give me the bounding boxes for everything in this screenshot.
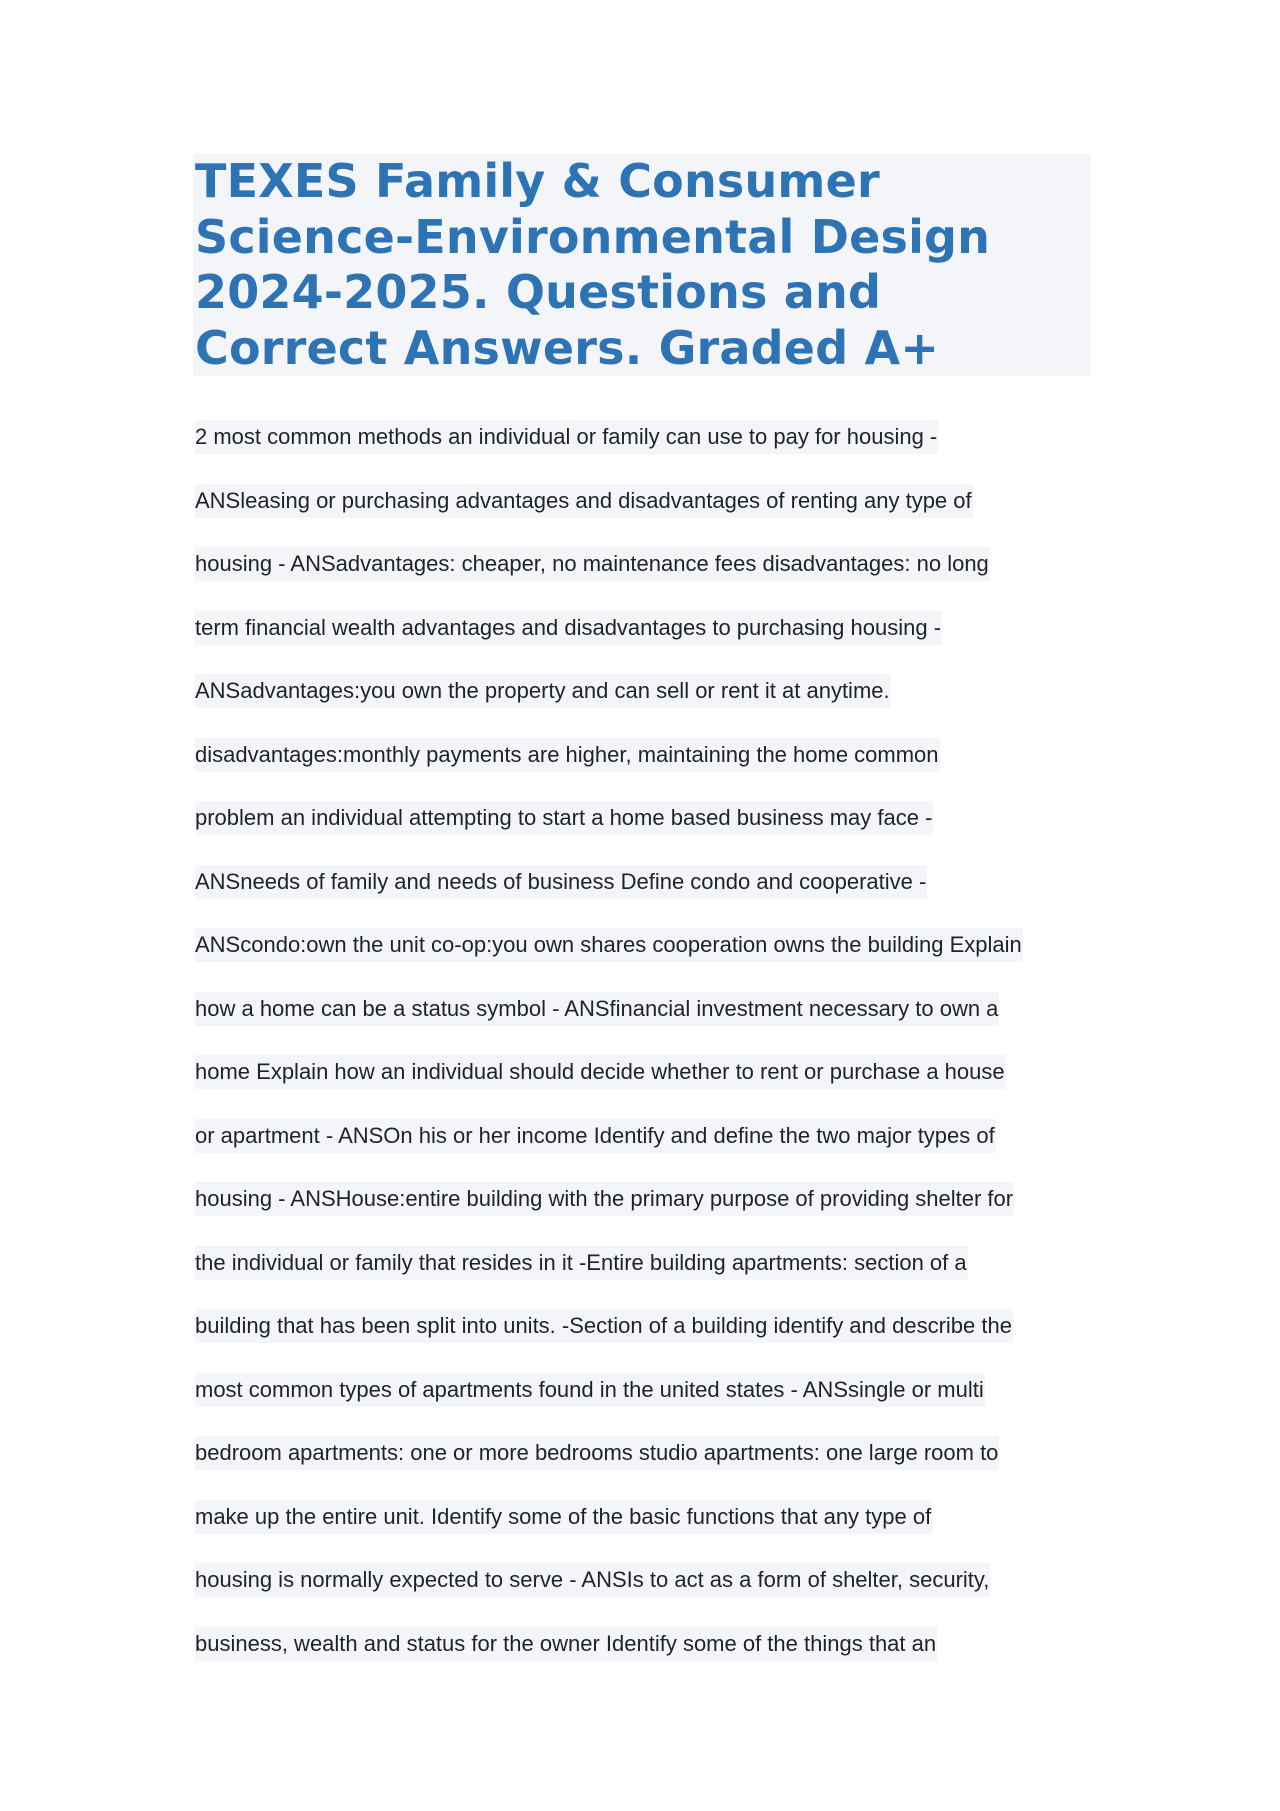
body-line-text: housing - ANSadvantages: cheaper, no maintenance fees disadvantages: no long [195,547,990,581]
body-line [195,484,1095,548]
body-line-text: problem an individual attempting to start a home based business may face - [195,801,933,835]
body-line-text: building that has been split into units. -Section of a building identify and describe the [195,1309,1013,1343]
body-line [195,547,1095,611]
body-line-text: 2 most common methods an individual or family can use to pay for housing - [195,420,938,454]
body-line-text: housing - ANSHouse:entire building with the primary purpose of providing shelter for [195,1182,1014,1216]
body-line-text: the individual or family that resides in it -Entire building apartments: section of a [195,1246,968,1280]
body-line [195,1055,1095,1119]
body-line [195,1182,1095,1246]
body-line-text: ANScondo:own the unit co-op:you own shares cooperation owns the building Explain [195,928,1023,962]
body-line [195,1309,1095,1373]
title-line: TEXES Family & Consumer [195,154,880,208]
body-line-text: ANSneeds of family and needs of business Define condo and cooperative - [195,865,927,899]
body-line-text: business, wealth and status for the owner Identify some of the things that an [195,1627,937,1661]
body-line [195,992,1095,1056]
body-line [195,674,1095,738]
body-line [195,1627,1095,1691]
body-line [195,1563,1095,1627]
body-line [195,1119,1095,1183]
body-line [195,1373,1095,1437]
body-line [195,611,1095,675]
body-line-text: make up the entire unit. Identify some of the basic functions that any type of [195,1500,932,1534]
body-line-text: or apartment - ANSOn his or her income Identify and define the two major types of [195,1119,996,1153]
body-line [195,865,1095,929]
body-line [195,738,1095,802]
body-line [195,928,1095,992]
body-line [195,1246,1095,1310]
title-line: Correct Answers. Graded A+ [195,320,940,375]
body-line-text: term financial wealth advantages and disadvantages to purchasing housing - [195,611,942,645]
body-line-text: ANSleasing or purchasing advantages and disadvantages of renting any type of [195,484,973,518]
body-line [195,801,1095,865]
body-line [195,1436,1095,1500]
body-line-text: disadvantages:monthly payments are higher, maintaining the home common [195,738,940,772]
document-body [195,420,1095,1690]
body-line [195,1500,1095,1564]
body-line-text: ANSadvantages:you own the property and can sell or rent it at anytime. [195,674,891,708]
body-line-text: bedroom apartments: one or more bedrooms studio apartments: one large room to [195,1436,999,1470]
title-line: Science-Environmental Design [195,209,991,264]
body-line [195,420,1095,484]
body-line-text: housing is normally expected to serve - ANSIs to act as a form of shelter, security, [195,1563,990,1597]
body-line-text: most common types of apartments found in the united states - ANSsingle or multi [195,1373,985,1407]
document-title [195,154,1095,376]
body-line-text: how a home can be a status symbol - ANSfinancial investment necessary to own a [195,992,999,1026]
body-line-text: home Explain how an individual should decide whether to rent or purchase a house [195,1055,1006,1089]
title-line: 2024-2025. Questions and [195,265,882,319]
